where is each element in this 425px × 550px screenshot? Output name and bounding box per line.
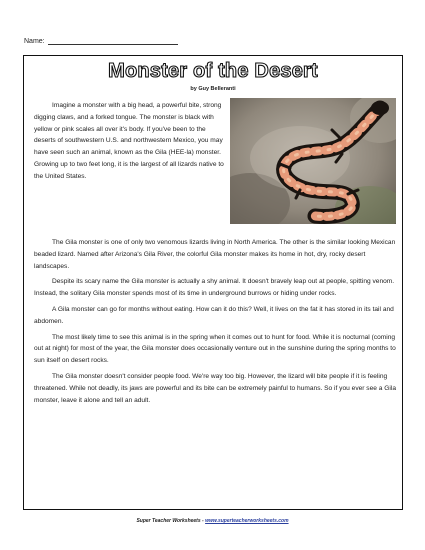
gila-monster-photo [230, 98, 396, 224]
worksheet-frame [23, 55, 403, 510]
paragraph-spring-sighting: The most likely time to see this animal is in the spring when it comes out to hunt for food. While it is nocturnal (coming out at night) for most of the year, the Gila monster does occasionally venture out in the sunshine during the spring months to sun itself on desert rocks. [34, 333, 396, 365]
name-field-row [24, 38, 178, 45]
intro-paragraph: Imagine a monster with a big head, a powerful bite, strong digging claws, and a forked tongue. The monster is black with yellow or pink scales all over it's body. If you've been to the deserts of southwestern U.S. and northwestern Mexico, you may have seen such an animal, known as the Gila (HEE-la) monster. Growing up to two feet long, it is the largest of all lizards native to the United States. [34, 102, 224, 180]
footer [0, 518, 425, 524]
paragraph-shy-animal: Despite its scary name the Gila monster is actually a shy animal. It doesn't bravely leap out at people, spitting venom. Instead, the solitary Gila monster spends most of its time in underground burrows or hiding under rocks. [34, 278, 395, 298]
byline: by Guy Belleranti [190, 86, 236, 92]
page-title: Monster of the Desert [108, 60, 318, 82]
name-label: Name: [24, 38, 45, 45]
footer-url-link[interactable]: www.superteacherworksheets.com [205, 518, 289, 524]
name-blank-line[interactable] [48, 38, 178, 45]
footer-separator: - [200, 518, 206, 524]
paragraph-bite-warning: The Gila monster doesn't consider people food. We're way too big. However, the lizard will bite people if it is feeling threatened. While not deadly, its jaws are powerful and its bite can be extremely painful to humans. So if you ever see a Gila monster, leave it alone and tell an adult. [34, 372, 396, 404]
intro-paragraph-block [34, 100, 224, 183]
body-paragraphs [34, 237, 396, 410]
paragraph-gila-venomous: The Gila monster is one of only two venomous lizards living in North America. The other is the similar looking Mexican beaded lizard. Named after Arizona's Gila River, the colorful Gila monster makes its home in hot, dry, rocky desert landscapes. [34, 239, 396, 270]
footer-brand: Super Teacher Worksheets [136, 518, 201, 524]
paragraph-without-eating: A Gila monster can go for months without eating. How can it do this? Well, it lives on the fat it has stored in its tail and abdomen. [34, 305, 394, 325]
